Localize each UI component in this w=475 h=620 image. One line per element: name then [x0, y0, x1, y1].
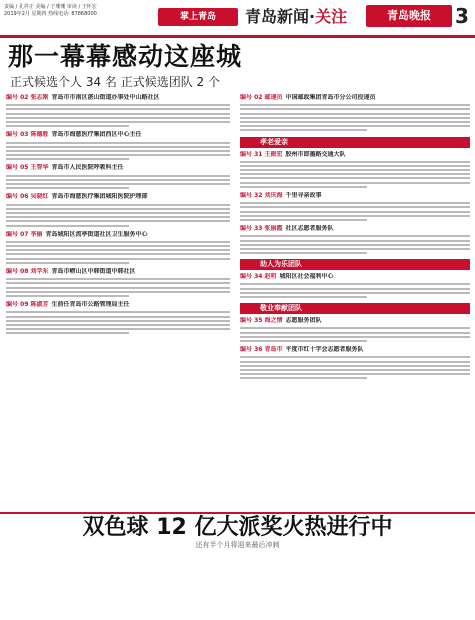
- text-line: [6, 187, 129, 189]
- candidate-number: 编号 05: [6, 164, 29, 172]
- candidate-name: 陈淑芳: [30, 301, 49, 309]
- candidate-name: 陈德胜: [30, 131, 49, 139]
- text-line: [6, 146, 230, 148]
- candidate-body: [6, 309, 230, 336]
- candidate-number: 编号 32: [240, 192, 263, 199]
- candidate-name: 张丽霞: [264, 225, 283, 233]
- candidate-entry: [6, 231, 230, 266]
- text-line: [240, 108, 470, 110]
- page-headline: 那一幕幕感动这座城: [8, 42, 243, 71]
- candidate-number: 编号 03: [6, 131, 29, 139]
- candidate-title: [6, 131, 230, 139]
- candidate-body: [240, 325, 470, 344]
- category-banner: 孝老爱亲: [240, 137, 470, 148]
- text-line: [6, 287, 230, 289]
- candidate-affiliation: 平度市红十字会志愿者服务队: [285, 346, 364, 354]
- text-line: [240, 240, 470, 242]
- candidate-number: 编号 31: [240, 150, 263, 158]
- text-line: [240, 182, 470, 184]
- candidate-affiliation: 青岛城阳区流亭街道社区卫生服务中心: [45, 230, 148, 238]
- candidate-title: [6, 231, 230, 239]
- candidate-title: [240, 225, 470, 233]
- text-line: [6, 282, 230, 284]
- candidate-number: 编号 06: [6, 193, 29, 201]
- text-line: [240, 288, 470, 290]
- candidate-affiliation: 青岛市海慈医疗集团城阳医院护理部: [51, 193, 148, 201]
- candidate-title: [6, 94, 230, 102]
- app-badge[interactable]: 掌上青岛: [158, 8, 238, 26]
- text-line: [240, 369, 470, 371]
- candidate-name: 吴晓红: [30, 193, 49, 201]
- candidate-entry: [240, 94, 470, 134]
- candidate-name: 邮递员: [264, 94, 283, 101]
- candidate-body: [6, 239, 230, 266]
- candidate-number: 编号 34: [240, 273, 263, 281]
- text-line: [6, 262, 129, 264]
- candidate-affiliation: 社区志愿者服务队: [285, 225, 334, 233]
- candidate-body: [240, 102, 470, 134]
- candidate-name: 刘庆海: [264, 192, 283, 199]
- candidate-title: [6, 193, 230, 201]
- text-line: [240, 377, 367, 379]
- candidate-title: [240, 273, 470, 281]
- text-line: [6, 204, 230, 206]
- text-line: [240, 235, 470, 237]
- candidate-name: 青岛市: [264, 346, 283, 354]
- site-name: 青岛新闻: [245, 7, 310, 26]
- text-line: [240, 113, 470, 115]
- left-column: [6, 94, 230, 510]
- text-line: [240, 206, 470, 208]
- text-line: [6, 183, 230, 185]
- text-line: [6, 258, 230, 260]
- candidate-title: [240, 94, 470, 102]
- candidate-number: 编号 02: [6, 94, 29, 101]
- edition-line: 2019年2月 星期四 热线电话: 87868000: [4, 11, 97, 17]
- text-line: [6, 150, 230, 152]
- text-line: [240, 169, 470, 171]
- text-line: [6, 291, 230, 293]
- text-line: [6, 320, 230, 322]
- text-line: [6, 332, 129, 334]
- candidate-title: [240, 151, 470, 159]
- lottery-column: [124, 553, 232, 615]
- lottery-column: [360, 553, 468, 615]
- edition-info: [4, 4, 154, 18]
- text-line: [6, 117, 230, 119]
- lottery-column: [242, 553, 350, 615]
- candidate-name: 王智华: [30, 164, 49, 172]
- candidate-body: [240, 159, 470, 191]
- candidate-title: [6, 268, 230, 276]
- candidate-affiliation: 生前任青岛市公路管理局主任: [51, 301, 130, 309]
- text-line: [6, 295, 129, 297]
- candidate-body: [6, 172, 230, 191]
- candidate-name: 李丽: [30, 230, 43, 238]
- candidate-name: 王振宏: [264, 150, 283, 158]
- candidate-number: 编号 36: [240, 346, 263, 354]
- right-column: [240, 94, 470, 510]
- text-line: [6, 253, 230, 255]
- text-line: [240, 244, 470, 246]
- candidate-body: [240, 200, 470, 223]
- text-line: [240, 117, 470, 119]
- text-line: [240, 165, 470, 167]
- text-line: [240, 340, 367, 342]
- text-line: [240, 332, 470, 334]
- candidate-number: 编号 35: [240, 317, 263, 325]
- candidate-entry: [240, 192, 470, 223]
- candidate-number: 编号 09: [6, 301, 29, 309]
- text-line: [240, 129, 367, 131]
- candidate-affiliation: 城阳区社会福利中心: [279, 273, 334, 281]
- candidate-entry: [6, 94, 230, 129]
- text-line: [240, 215, 470, 217]
- category-banner: 助人为乐团队: [240, 259, 470, 270]
- text-line: [240, 373, 470, 375]
- candidate-name: 张志刚: [30, 94, 49, 101]
- text-line: [240, 327, 470, 329]
- text-line: [6, 104, 230, 106]
- candidate-name: 海之情: [264, 317, 283, 325]
- text-line: [240, 356, 470, 358]
- candidate-affiliation: 中国邮政集团青岛市分公司投递员: [285, 94, 376, 101]
- text-line: [240, 296, 367, 298]
- section-title: 青岛新闻·关注: [245, 7, 348, 26]
- text-line: [240, 202, 470, 204]
- text-line: [6, 245, 230, 247]
- text-line: [240, 125, 470, 127]
- candidate-body: [6, 201, 230, 228]
- edition-line: 责编 / 孔祥正 美编 / 于珊珊 审读 / 王怀宏: [4, 4, 97, 10]
- lottery-subhead: 还有半个月将迎来最后冲刺: [195, 541, 280, 549]
- text-line: [240, 283, 470, 285]
- text-line: [240, 219, 367, 221]
- candidate-title: [6, 301, 230, 309]
- text-line: [6, 311, 230, 313]
- candidate-name: 刘学东: [30, 268, 49, 275]
- text-line: [6, 216, 230, 218]
- masthead: [0, 0, 475, 38]
- candidate-name: 赵明: [264, 273, 277, 281]
- candidate-affiliation: 胶州市即墨路交通大队: [285, 150, 346, 158]
- text-line: [240, 361, 470, 363]
- text-line: [6, 316, 230, 318]
- candidate-affiliation: 志愿服务团队: [285, 317, 322, 325]
- text-line: [6, 220, 230, 222]
- text-line: [240, 292, 470, 294]
- candidate-entry: [240, 346, 470, 381]
- text-line: [6, 179, 230, 181]
- text-line: [6, 278, 230, 280]
- text-line: [240, 186, 367, 188]
- candidate-number: 编号 33: [240, 225, 263, 233]
- candidate-body: [240, 354, 470, 381]
- text-line: [6, 108, 230, 110]
- candidate-body: [6, 102, 230, 129]
- text-line: [240, 365, 470, 367]
- candidate-body: [6, 276, 230, 299]
- candidate-title: [240, 317, 470, 325]
- candidate-entry: [6, 164, 230, 191]
- candidate-entry: [6, 131, 230, 162]
- text-line: [6, 158, 129, 160]
- text-line: [6, 142, 230, 144]
- candidate-body: [6, 139, 230, 162]
- text-line: [240, 211, 470, 213]
- candidate-entry: [6, 193, 230, 228]
- candidate-affiliation: 青岛市崂山区中韩街道中韩社区: [51, 268, 136, 275]
- lottery-column: [6, 553, 114, 615]
- candidate-affiliation: 青岛市市南区湛山街道办事处中山路社区: [51, 94, 160, 101]
- text-line: [240, 248, 470, 250]
- text-line: [240, 252, 367, 254]
- text-line: [240, 336, 470, 338]
- text-line: [240, 104, 470, 106]
- candidate-affiliation: 千里寻亲故事: [285, 192, 322, 199]
- candidate-title: [240, 192, 470, 200]
- text-line: [240, 173, 470, 175]
- candidate-number: 编号 02: [240, 94, 263, 101]
- candidate-number: 编号 08: [6, 268, 29, 275]
- text-line: [6, 328, 230, 330]
- candidate-entry: [6, 268, 230, 299]
- text-line: [6, 175, 230, 177]
- newspaper-logo: 青岛晚报: [366, 5, 452, 27]
- text-line: [6, 241, 230, 243]
- candidate-entry: [240, 317, 470, 344]
- candidate-entry: [240, 273, 470, 300]
- text-line: [6, 225, 129, 227]
- text-line: [6, 249, 230, 251]
- text-line: [6, 154, 230, 156]
- candidate-entry: [6, 301, 230, 336]
- page-number: 3: [455, 4, 469, 28]
- category-banner: 敬业奉献团队: [240, 303, 470, 314]
- text-line: [240, 121, 470, 123]
- lottery-headline: 双色球 12 亿大派奖火热进行中: [0, 512, 475, 542]
- text-line: [6, 121, 230, 123]
- candidate-affiliation: 青岛市人民医院呼吸科主任: [51, 164, 124, 172]
- text-line: [240, 161, 470, 163]
- candidate-body: [240, 233, 470, 256]
- candidate-entry: [240, 225, 470, 256]
- text-line: [6, 324, 230, 326]
- candidate-entry: [240, 151, 470, 191]
- candidate-number: 编号 07: [6, 230, 29, 238]
- section-name: 关注: [315, 7, 348, 26]
- text-line: [6, 212, 230, 214]
- text-line: [6, 208, 230, 210]
- text-line: [240, 177, 470, 179]
- candidate-title: [240, 346, 470, 354]
- text-line: [6, 125, 129, 127]
- candidate-title: [6, 164, 230, 172]
- candidate-body: [240, 281, 470, 300]
- page-subhead: 正式候选个人 34 名 正式候选团队 2 个: [10, 75, 220, 89]
- text-line: [6, 113, 230, 115]
- candidate-affiliation: 青岛市海慈医疗集团西区中心主任: [51, 131, 142, 139]
